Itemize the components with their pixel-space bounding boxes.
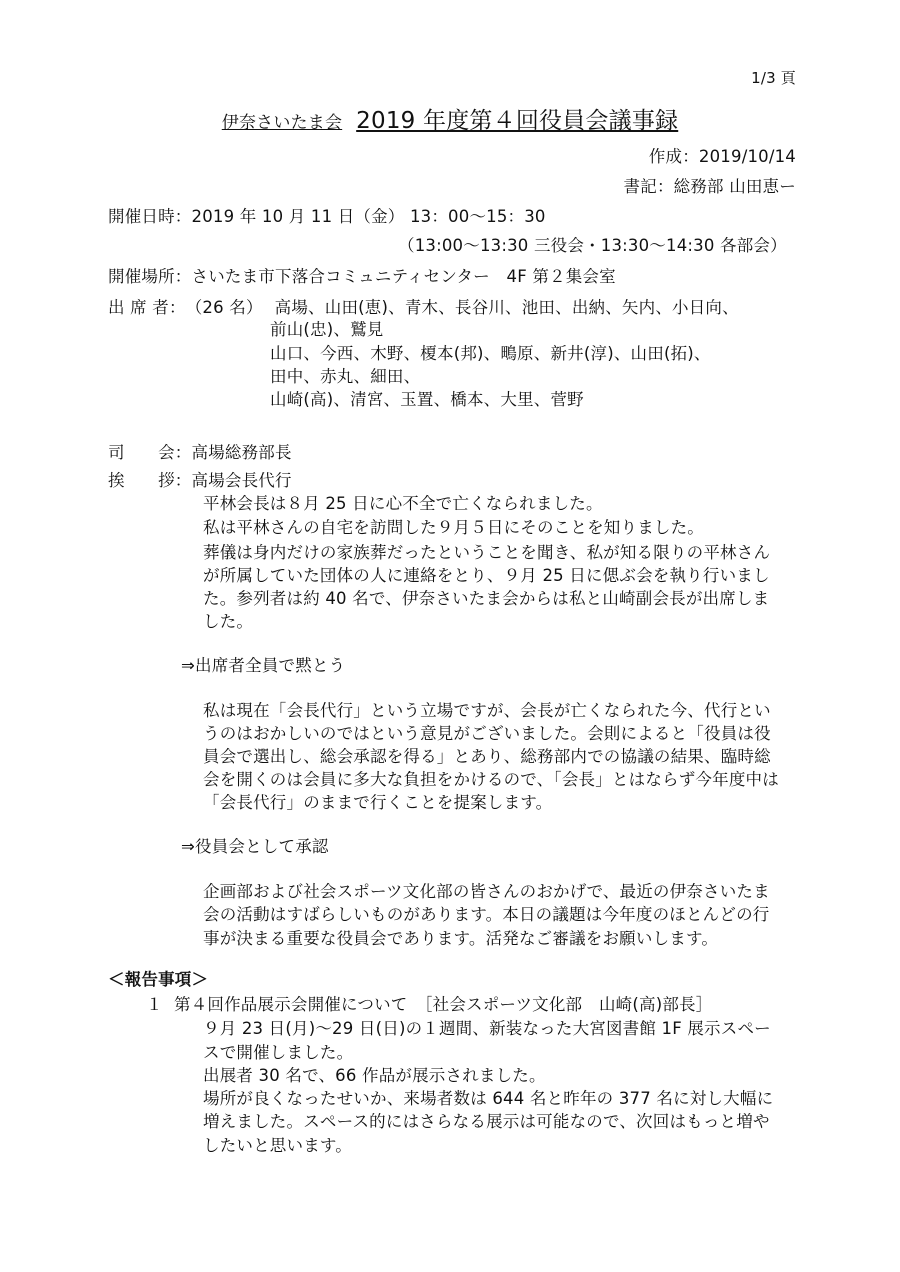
report-item-line: 出展者 30 名で、66 作品が展示されました。 [203,1066,546,1085]
greeting-row [108,471,292,491]
report-item-title-row [146,995,712,1015]
greeting-paragraph-line: が所属していた団体の人に連絡をとり、９月 25 日に偲ぶ会を執り行いまし [203,566,770,585]
report-item-line: ９月 23 日(月)～29 日(日)の１週間、新装なった大宮図書館 1F 展示スペー [203,1019,771,1038]
report-item-number: １ [146,995,163,1014]
meeting-date-row [108,207,546,227]
venue-row [108,267,616,287]
minutes-title: 2019 年度第４回役員会議事録 [356,108,679,134]
attendees-label: 出 席 者： [108,298,186,317]
greeting-paragraph-line: 企画部および社会スポーツ文化部の皆さんのおかげで、最近の伊奈さいたま [203,882,770,901]
attendees-count: （26 名） [185,298,263,317]
attendees-line: 山崎(高)、清宮、玉置、橋本、大里、菅野 [270,390,584,409]
report-item-line: 増えました。スペース的にはさらなる展示は可能なので、次回はもっと増や [203,1112,770,1131]
greeting-paragraph-line: 会の活動はすばらしいものがあります。本日の議題は今年度のほとんどの行 [203,905,770,924]
greeting-paragraph-line: た。参列者は約 40 名で、伊奈さいたま会からは私と山崎副会長が出席しま [203,589,770,608]
venue-value: さいたま市下落合コミュニティセンター 4F 第２集会室 [191,267,616,286]
created-date: 作成：2019/10/14 [648,147,796,166]
attendees-line: 田中、赤丸、細田、 [270,367,421,386]
moderator-label: 司 会： [108,443,192,462]
report-heading: ＜報告事項＞ [108,970,209,989]
attendees-line: 高場、山田(恵)、青木、長谷川、池田、出納、矢内、小日向、 [274,298,739,317]
clerk-name: 書記：総務部 山田恵ー [623,177,796,196]
greeting-paragraph-line: 「会長代行」のままで行くことを提案します。 [203,793,553,812]
meeting-date-value: 2019 年 10 月 11 日（金） 13：00～15：30 [191,207,546,226]
greeting-paragraph-line: した。 [203,612,254,631]
report-item-line: スで開催しました。 [203,1043,354,1062]
greeting-paragraph-line: 私は現在「会長代行」という立場ですが、会長が亡くなられた今、代行とい [203,701,771,720]
meeting-date-detail: （13:00～13:30 三役会・13:30～14:30 各部会） [398,236,787,255]
greeting-value: 高場会長代行 [191,471,292,490]
greeting-paragraph-line: 私は平林さんの自宅を訪問した９月５日にそのことを知りました。 [203,518,704,537]
report-item-line: 場所が良くなったせいか、来場者数は 644 名と昨年の 377 名に対し大幅に [203,1089,774,1108]
attendees-row [108,298,739,318]
greeting-paragraph-line: 員会で選出し、総会承認を得る」とあり、総務部内での協議の結果、臨時総 [203,747,771,766]
attendees-line: 山口、今西、木野、榎本(邦)、鴫原、新井(淳)、山田(拓)、 [270,344,711,363]
page-number: 1/3 頁 [751,69,796,87]
moderator-row [108,443,292,463]
venue-label: 開催場所： [108,267,192,286]
organization-name: 伊奈さいたま会 [221,113,343,133]
greeting-paragraph-line: 葬儀は身内だけの家族葬だったということを聞き、私が知る限りの平林さん [203,543,771,562]
greeting-note: ⇒出席者全員で黙とう [181,656,346,675]
document-title [0,106,900,138]
greeting-paragraph-line: 平林会長は８月 25 日に心不全で亡くなられました。 [203,494,603,513]
report-item-line: したいと思います。 [203,1136,352,1155]
greeting-note: ⇒役員会として承認 [181,837,329,856]
moderator-value: 高場総務部長 [191,443,292,462]
meeting-date-label: 開催日時： [108,207,192,226]
greeting-paragraph-line: 事が決まる重要な役員会であります。活発なご審議をお願いします。 [203,929,719,948]
report-item-title: 第４回作品展示会開催について ［社会スポーツ文化部 山崎(高)部長］ [174,995,713,1014]
attendees-line: 前山(忠)、鷲見 [270,320,384,339]
greeting-label: 挨 拶： [108,471,192,490]
greeting-paragraph-line: うのはおかしいのではという意見がございました。会則によると「役員は役 [203,724,771,743]
greeting-paragraph-line: 会を開くのは会員に多大な負担をかけるので、「会長」とはならず今年度中は [203,770,779,789]
